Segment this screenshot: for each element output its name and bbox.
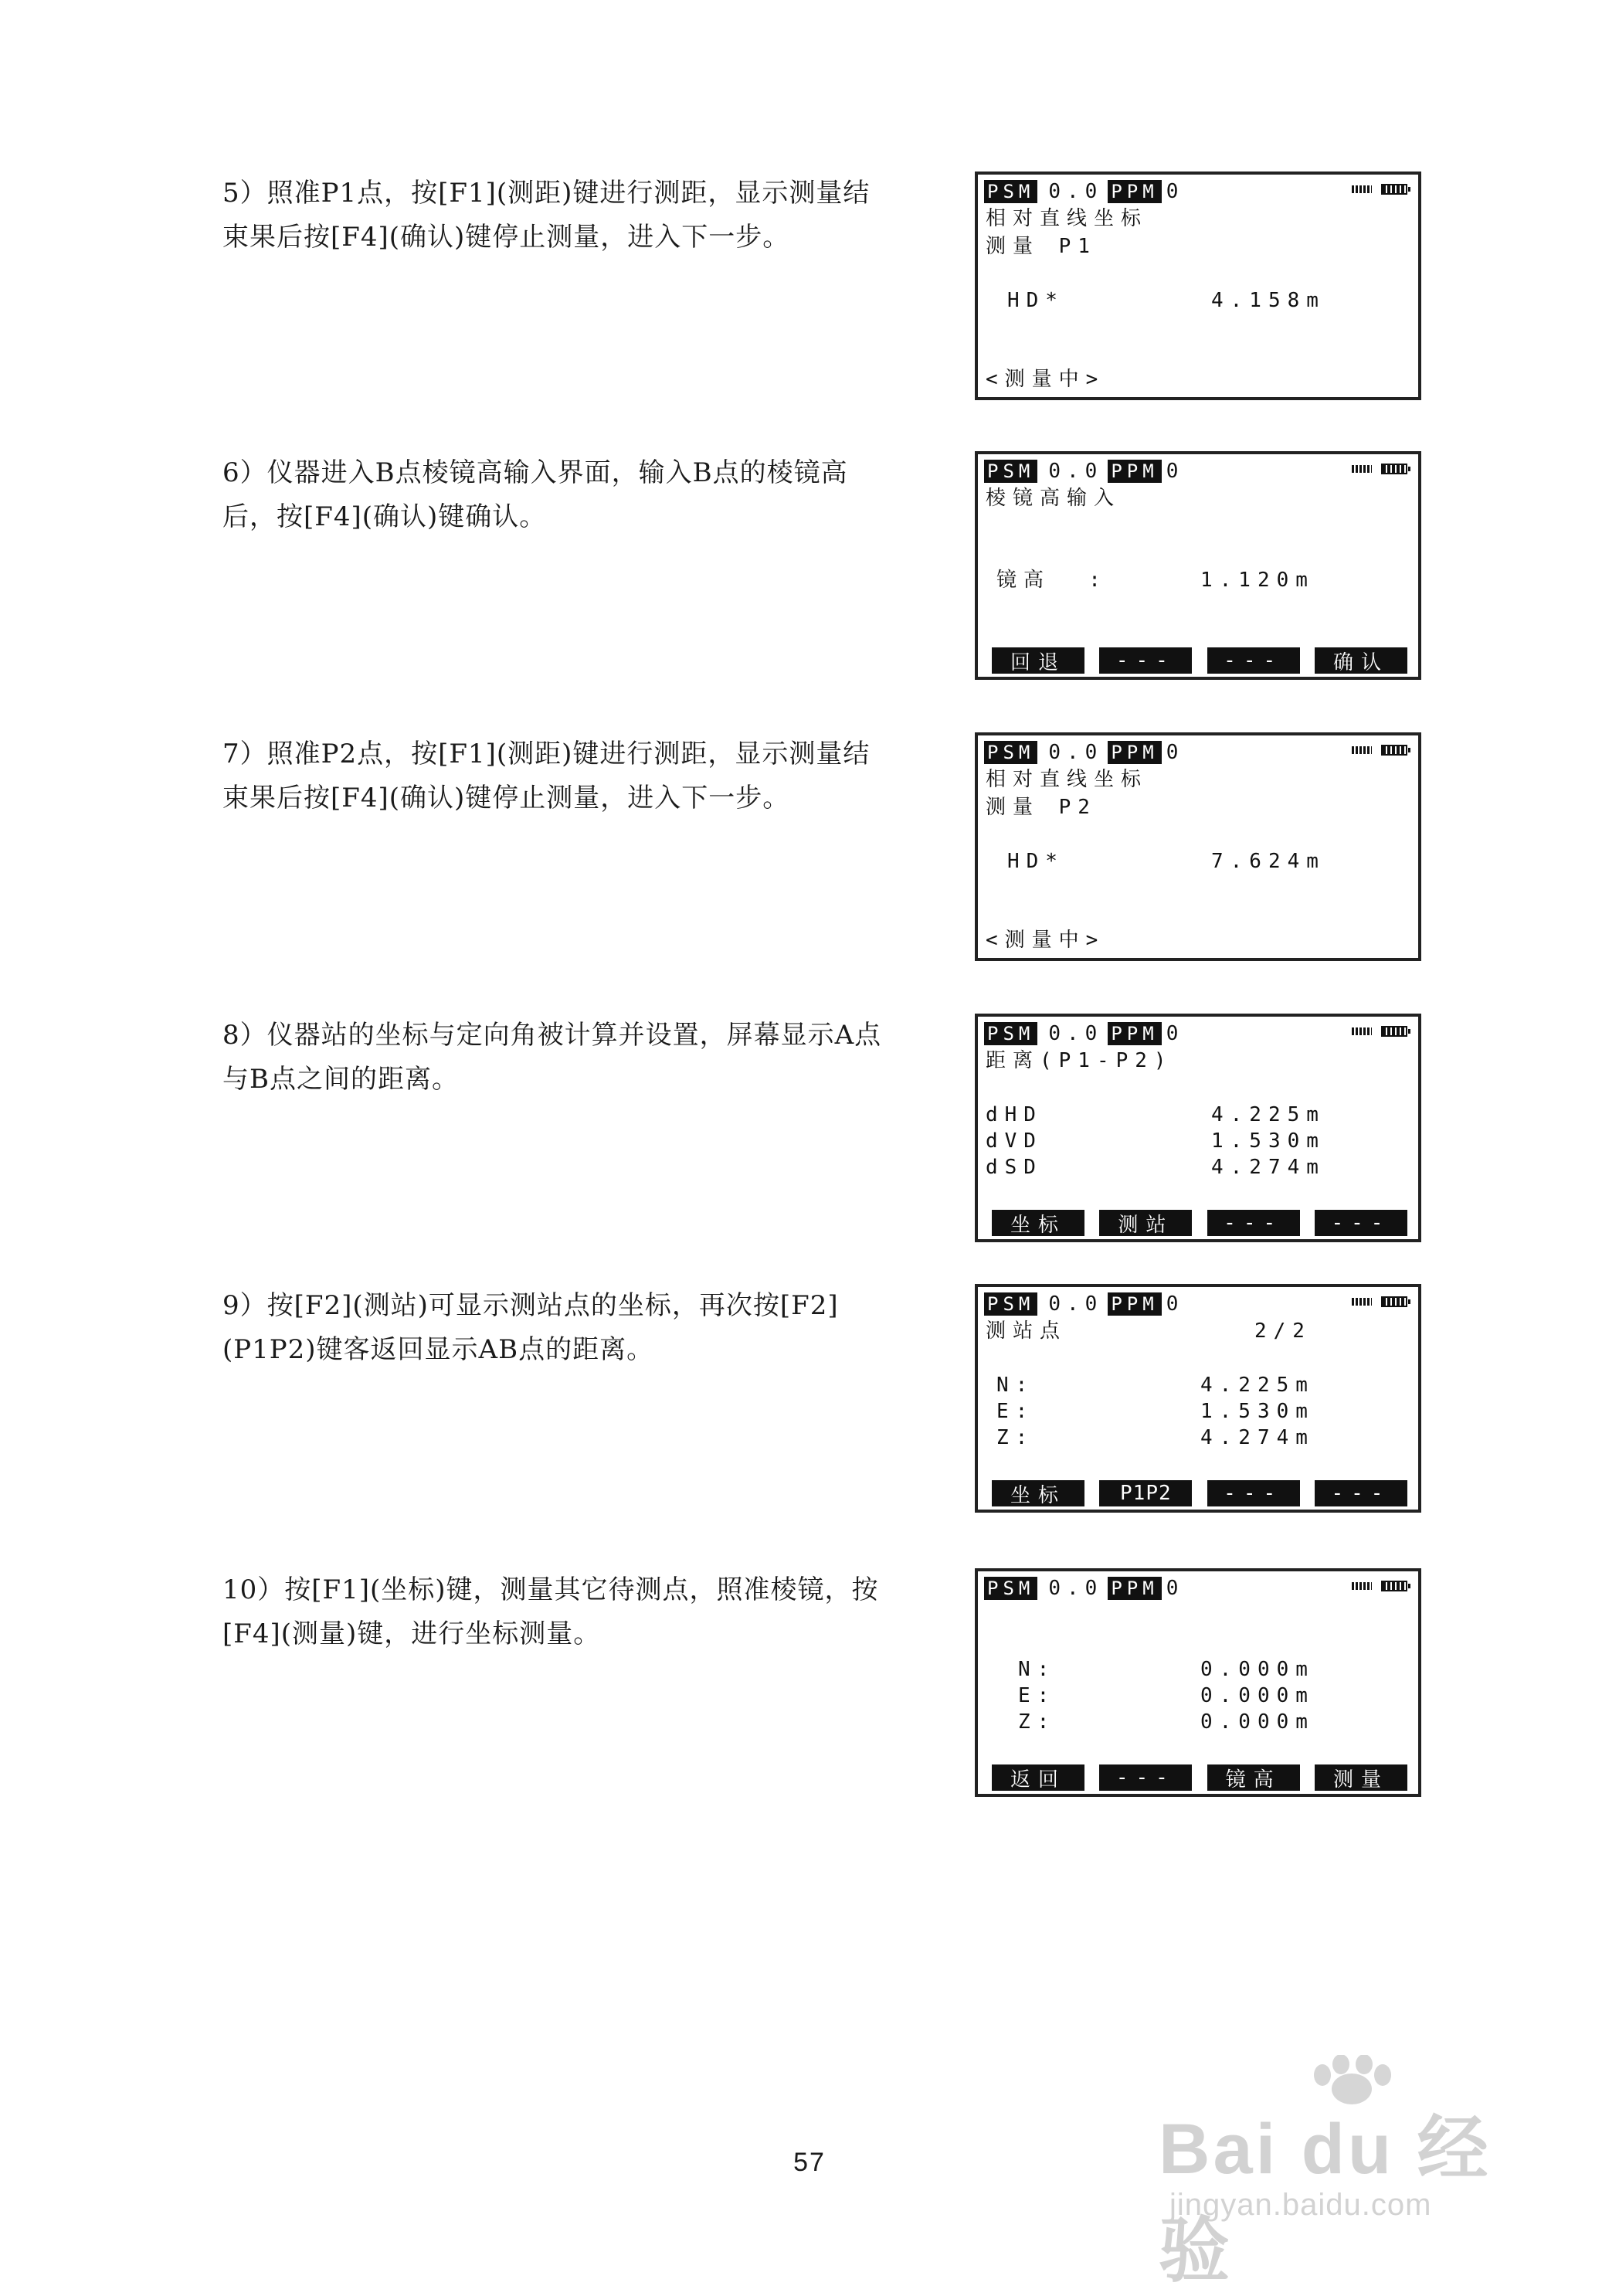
softkey-f3[interactable]: --- bbox=[1207, 1210, 1300, 1236]
row-value: 0.000m bbox=[1200, 1658, 1315, 1681]
ppm-badge: PPM bbox=[1108, 741, 1161, 764]
screen-header bbox=[984, 740, 1179, 765]
softkey-bar bbox=[992, 1480, 1407, 1506]
screen-header bbox=[984, 179, 1179, 204]
row-value: 4.274m bbox=[1211, 1156, 1325, 1179]
screen-header bbox=[984, 1576, 1179, 1601]
screen-title: 相对直线坐标 bbox=[986, 768, 1149, 791]
step-text: 5）照准P1点，按[F1](测距)键进行测距，显示测量结束果后按[F4](确认)键停止测量，进入下一步。 bbox=[222, 178, 871, 253]
signal-icon bbox=[1352, 1582, 1372, 1590]
psm-badge: PSM bbox=[984, 180, 1037, 203]
row-value: 1.530m bbox=[1200, 1400, 1315, 1423]
psm-badge: PSM bbox=[984, 1577, 1037, 1600]
step-text: 9）按[F2](测站)可显示测站点的坐标，再次按[F2](P1P2)键客返回显示AB点的距离。 bbox=[222, 1290, 839, 1365]
softkey-f4[interactable]: --- bbox=[1315, 1480, 1407, 1506]
battery-icon bbox=[1381, 1296, 1407, 1307]
row-label: dVD bbox=[986, 1129, 1043, 1153]
psm-value: 0.0 bbox=[1048, 1292, 1104, 1316]
baidu-watermark bbox=[1159, 2055, 1560, 2291]
battery-icon bbox=[1381, 464, 1407, 474]
softkey-f1[interactable]: 回退 bbox=[992, 647, 1084, 674]
row-label: N: bbox=[1018, 1658, 1057, 1681]
softkey-bar bbox=[992, 1764, 1407, 1791]
psm-badge: PSM bbox=[984, 1292, 1037, 1316]
row-label: dSD bbox=[986, 1156, 1043, 1179]
softkey-f2[interactable]: --- bbox=[1099, 647, 1192, 674]
softkey-f3[interactable]: 镜高 bbox=[1207, 1764, 1300, 1791]
softkey-f3[interactable]: --- bbox=[1207, 1480, 1300, 1506]
row-label: Z: bbox=[996, 1426, 1035, 1449]
softkey-f2[interactable]: 测站 bbox=[1099, 1210, 1192, 1236]
instrument-screen bbox=[975, 172, 1421, 400]
screen-subtitle: 测量 P2 bbox=[986, 796, 1097, 819]
screen-header bbox=[984, 459, 1179, 484]
battery-icon bbox=[1381, 1581, 1407, 1591]
ppm-value: 0 bbox=[1166, 460, 1180, 483]
ppm-badge: PPM bbox=[1108, 1022, 1161, 1045]
psm-value: 0.0 bbox=[1048, 180, 1104, 203]
psm-value: 0.0 bbox=[1048, 1577, 1104, 1600]
screen-title: 相对直线坐标 bbox=[986, 207, 1149, 230]
row-value: 1.120m bbox=[1200, 569, 1315, 592]
row-label: N: bbox=[996, 1374, 1035, 1397]
psm-value: 0.0 bbox=[1048, 1022, 1104, 1045]
step-text: 7）照准P2点，按[F1](测距)键进行测距，显示测量结束果后按[F4](确认)键停止测量，进入下一步。 bbox=[222, 739, 871, 813]
softkey-f2[interactable]: P1P2 bbox=[1099, 1480, 1192, 1506]
psm-badge: PSM bbox=[984, 741, 1037, 764]
ppm-badge: PPM bbox=[1108, 460, 1161, 483]
row-value: 4.225m bbox=[1211, 1103, 1325, 1126]
softkey-f2[interactable]: --- bbox=[1099, 1764, 1192, 1791]
signal-icon bbox=[1352, 1298, 1372, 1306]
ppm-badge: PPM bbox=[1108, 1577, 1161, 1600]
psm-badge: PSM bbox=[984, 1022, 1037, 1045]
screen-title: 距离(P1-P2) bbox=[986, 1049, 1173, 1072]
row-value: 4.225m bbox=[1200, 1374, 1315, 1397]
ppm-badge: PPM bbox=[1108, 1292, 1161, 1316]
softkey-bar bbox=[992, 647, 1407, 674]
step-text: 6）仪器进入B点棱镜高输入界面，输入B点的棱镜高后，按[F4](确认)键确认。 bbox=[222, 457, 848, 532]
screen-status: <测量中> bbox=[986, 929, 1105, 952]
row-value: 4.274m bbox=[1200, 1426, 1315, 1449]
screen-title: 测站点 bbox=[986, 1320, 1067, 1343]
row-label: dHD bbox=[986, 1103, 1043, 1126]
signal-icon bbox=[1352, 746, 1372, 754]
instrument-screen bbox=[975, 451, 1421, 680]
battery-icon bbox=[1381, 1026, 1407, 1037]
instrument-screen bbox=[975, 1014, 1421, 1242]
row-value: 1.530m bbox=[1211, 1129, 1325, 1153]
screen-header bbox=[984, 1292, 1179, 1316]
screen-status: <测量中> bbox=[986, 368, 1105, 391]
row-value: 4.158m bbox=[1211, 289, 1325, 312]
watermark-brand: Bai du 经验 bbox=[1159, 2110, 1492, 2291]
screen-header bbox=[984, 1021, 1179, 1046]
signal-icon bbox=[1352, 465, 1372, 473]
psm-value: 0.0 bbox=[1048, 460, 1104, 483]
softkey-f4[interactable]: 测量 bbox=[1315, 1764, 1407, 1791]
row-label: Z: bbox=[1018, 1710, 1057, 1734]
signal-icon bbox=[1352, 185, 1372, 193]
step-text: 10）按[F1](坐标)键，测量其它待测点，照准棱镜，按[F4](测量)键，进行坐标测量。 bbox=[222, 1574, 879, 1649]
softkey-f4[interactable]: 确认 bbox=[1315, 647, 1407, 674]
ppm-badge: PPM bbox=[1108, 180, 1161, 203]
row-value: 0.000m bbox=[1200, 1684, 1315, 1707]
row-label: E: bbox=[996, 1400, 1035, 1423]
ppm-value: 0 bbox=[1166, 1292, 1180, 1316]
softkey-f1[interactable]: 返回 bbox=[992, 1764, 1084, 1791]
row-value: 0.000m bbox=[1200, 1710, 1315, 1734]
softkey-f3[interactable]: --- bbox=[1207, 647, 1300, 674]
watermark-url: jingyan.baidu.com bbox=[1169, 2188, 1432, 2222]
instrument-screen bbox=[975, 732, 1421, 961]
ppm-value: 0 bbox=[1166, 180, 1180, 203]
row-value: 7.624m bbox=[1211, 850, 1325, 873]
instrument-screen bbox=[975, 1284, 1421, 1513]
row-label: HD* bbox=[1007, 850, 1064, 873]
row-label: 镜高 : bbox=[996, 569, 1108, 592]
battery-icon bbox=[1381, 745, 1407, 756]
ppm-value: 0 bbox=[1166, 1577, 1180, 1600]
ppm-value: 0 bbox=[1166, 741, 1180, 764]
psm-value: 0.0 bbox=[1048, 741, 1104, 764]
ppm-value: 0 bbox=[1166, 1022, 1180, 1045]
instrument-screen bbox=[975, 1568, 1421, 1797]
softkey-f1[interactable]: 坐标 bbox=[992, 1210, 1084, 1236]
step-text: 8）仪器站的坐标与定向角被计算并设置，屏幕显示A点与B点之间的距离。 bbox=[222, 1020, 882, 1095]
softkey-f4[interactable]: --- bbox=[1315, 1210, 1407, 1236]
screen-title: 棱镜高输入 bbox=[986, 487, 1122, 510]
page-indicator: 2/2 bbox=[1254, 1320, 1312, 1343]
psm-badge: PSM bbox=[984, 460, 1037, 483]
signal-icon bbox=[1352, 1027, 1372, 1035]
page-number: 57 bbox=[793, 2148, 826, 2177]
row-label: E: bbox=[1018, 1684, 1057, 1707]
row-label: HD* bbox=[1007, 289, 1064, 312]
screen-subtitle: 测量 P1 bbox=[986, 235, 1097, 258]
softkey-f1[interactable]: 坐标 bbox=[992, 1480, 1084, 1506]
softkey-bar bbox=[992, 1210, 1407, 1236]
battery-icon bbox=[1381, 184, 1407, 195]
